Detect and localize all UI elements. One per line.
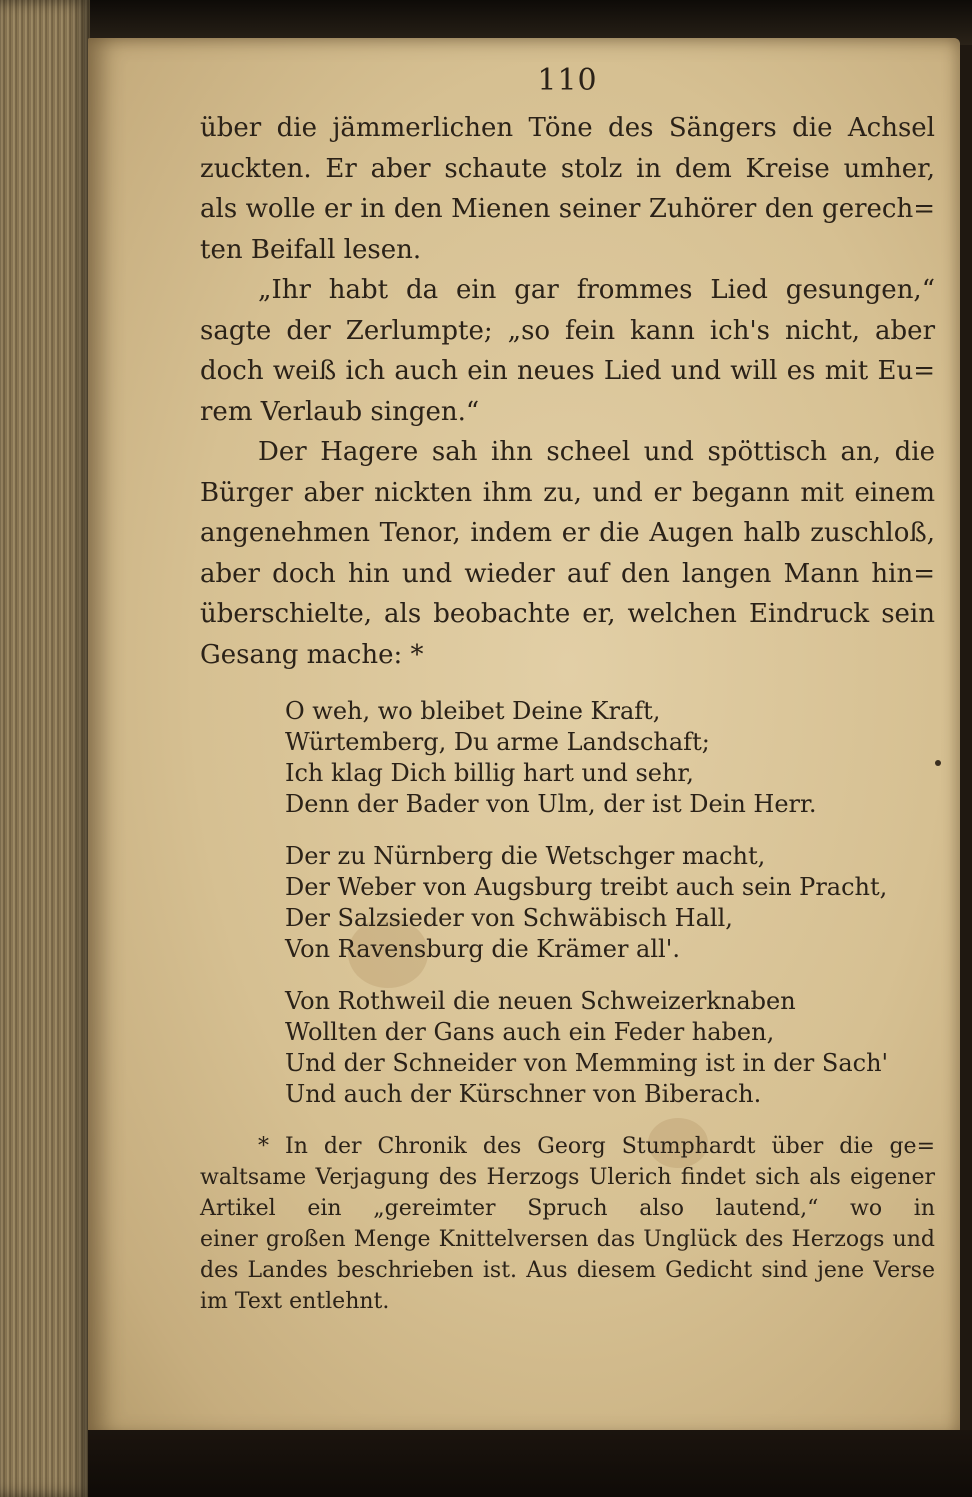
book-page-edges (0, 0, 90, 1497)
text-line: rem Verlaub singen.“ (200, 396, 480, 427)
page-number: 110 (537, 63, 598, 98)
verse-line: Würtemberg, Du arme Landschaft; (285, 728, 710, 756)
verse-line: Ich klag Dich billig hart und sehr, (285, 759, 694, 787)
footnote-line: einer großen Menge Knittelversen das Unglück des Herzogs und (200, 1227, 935, 1252)
text-line: zuckten. Er aber schaute stolz in dem Kreise umher, (200, 153, 935, 184)
verse-line: Der Salzsieder von Schwäbisch Hall, (285, 904, 733, 932)
text-line: angenehmen Tenor, indem er die Augen halb zuschloß, (200, 518, 935, 548)
verse-block (200, 696, 935, 1110)
verse-line: Von Ravensburg die Krämer all'. (285, 935, 680, 963)
verse-line: Und auch der Kürschner von Biberach. (285, 1080, 762, 1108)
verse-line: Denn der Bader von Ulm, der ist Dein Herr. (285, 790, 817, 818)
text-line: ten Beifall lesen. (200, 234, 422, 265)
footnote-line: * In der Chronik des Georg Stumphardt über die ge= (258, 1134, 935, 1159)
prose-paragraph-2 (200, 270, 935, 432)
bottom-shadow (88, 1430, 972, 1497)
text-line: Gesang mache: * (200, 639, 424, 670)
footnote-line: im Text entlehnt. (200, 1289, 390, 1314)
verse-line: Und der Schneider von Memming ist in der Sach' (285, 1049, 889, 1077)
verse-line: Der Weber von Augsburg treibt auch sein Pracht, (285, 873, 888, 901)
text-line: als wolle er in den Mienen seiner Zuhörer den gerech= (200, 194, 935, 224)
footnote (200, 1131, 935, 1317)
prose-paragraph-1 (200, 108, 935, 270)
text-line: aber doch hin und wieder auf den langen Mann hin= (200, 558, 935, 589)
text-line: sagte der Zerlumpte; „so fein kann ich's nicht, aber (200, 315, 935, 346)
text-line: überschielte, als beobachte er, welchen Eindruck sein (200, 599, 935, 629)
footnote-line: waltsame Verjagung des Herzogs Ulerich findet sich als eigener (200, 1165, 935, 1190)
verse-line: Von Rothweil die neuen Schweizerknaben (285, 987, 796, 1015)
text-line: Der Hagere sah ihn scheel und spöttisch an, die (258, 437, 935, 467)
text-line: „Ihr habt da ein gar frommes Lied gesungen,“ (258, 275, 935, 305)
verse-stanza-2 (285, 841, 935, 965)
text-line: doch weiß ich auch ein neues Lied und will es mit Eu= (200, 356, 935, 386)
verse-stanza-1 (285, 696, 935, 820)
prose-paragraph-3 (200, 432, 935, 675)
text-line: über die jämmerlichen Töne des Sängers die Achsel (200, 113, 935, 143)
verse-stanza-3 (285, 986, 935, 1110)
verse-line: Der zu Nürnberg die Wetschger macht, (285, 842, 766, 870)
verse-line: Wollten der Gans auch ein Feder haben, (285, 1018, 775, 1046)
verse-line: O weh, wo bleibet Deine Kraft, (285, 697, 661, 725)
page-text (200, 60, 935, 1317)
footnote-line: Artikel ein „gereimter Spruch also lautend,“ wo in (200, 1196, 935, 1221)
footnote-line: des Landes beschrieben ist. Aus diesem Gedicht sind jene Verse (200, 1258, 935, 1283)
ink-dot (935, 760, 941, 766)
text-line: Bürger aber nickten ihm zu, und er begann mit einem (200, 477, 935, 508)
